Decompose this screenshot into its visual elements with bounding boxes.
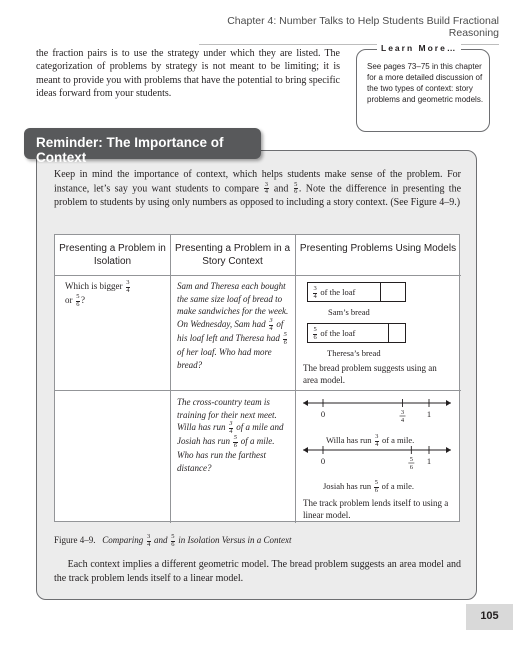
context-table [54,234,460,522]
figure-caption: Figure 4–9. Comparing $\frac{3}{4}$ and $\frac{5}{6}$ in Isolation Versus in a Context [54,533,292,548]
josiah-line-value-num: 5 [409,456,413,463]
isolation-question: Which is bigger $\frac{3}{4}$ or $\frac{5}{6}$ ? [65,279,130,308]
willa-line-value-den: 4 [400,417,405,424]
willa-line-arrow-right [446,400,451,406]
sam-bar-label: $\frac{3}{4}$ of the loaf [313,285,356,300]
willa-line-value-num: 3 [400,409,405,416]
reminder-text-and: and [273,182,289,194]
page-number-tab [466,604,513,630]
track-story: The cross-country team is training for their next meet. Willa has run $\frac{3}{4}$ of a mile and Josiah has run $\frac{5}{6}$ of a mile. Who has run the farthest distance? [177,397,284,474]
reminder-title: Reminder: The Importance of Context [36,135,224,165]
header-models: Presenting Problems Using Models [299,243,457,254]
reminder-text-a: Keep in mind the importance of context, which helps students make sense of the problem. For instance, let’s say you want students to compare [54,169,461,194]
fraction-three-fourths: $\frac{3}{4}$ [264,180,269,196]
sam-bread-label: Sam’s bread [328,307,370,317]
fraction-five-sixths: $\frac{5}{6}$ [294,180,298,196]
reminder-paragraph [54,168,461,209]
sam-bread-bar [307,282,406,302]
willa-line-one-label: 1 [426,409,432,419]
bread-model-caption: The bread problem suggests using an area model. [303,363,437,385]
theresa-bread-bar [307,323,406,343]
bread-story: Sam and Theresa each bought the same size loaf of bread to make sandwiches for the week. On Wednesday, Sam had $\frac{3}{4}$ of his loaf left and Theresa had $\frac{5}{6}$ of her loaf. Who had more bread? [177,281,289,370]
reminder-title-bar [24,128,261,165]
willa-line-zero-label: 0 [320,409,326,419]
josiah-line-arrow-right [446,447,451,453]
learn-more-box [356,43,490,132]
closing-paragraph: Each context implies a different geometric model. The bread problem suggests an area model and the track problem lends itself to a linear model. [54,559,462,584]
willa-line-arrow-left [303,400,308,406]
learn-more-title: Learn More… [377,43,461,53]
header-story: Presenting a Problem in a Story Context [174,243,291,267]
row-divider [55,275,461,276]
page-number: 105 [480,610,499,622]
reminder-text-b: . Note the difference in presenting the problem to students by using only numbers as opposed to including a story context. (See Figure 4–9.) [54,182,462,208]
josiah-line-arrow-left [303,447,308,453]
josiah-line-one-label: 1 [426,456,432,466]
josiah-line-value-den: 6 [409,464,413,471]
chapter-header: Chapter 4: Number Talks to Help Students Build Fractional Reasoning [199,15,499,45]
theresa-bar-label: $\frac{5}{6}$ of the loaf [313,326,356,341]
josiah-line-zero-label: 0 [320,456,326,466]
header-isolation: Presenting a Problem in Isolation [59,243,166,267]
track-model-caption: The track problem lends itself to using a linear model. [303,498,449,520]
theresa-bread-label: Theresa’s bread [327,348,381,358]
willa-label: Willa has run $\frac{3}{4}$ of a mile. [326,433,415,448]
intro-paragraph: the fraction pairs is to use the strategy under which they are listed. The categorization of problems by strategy is not meant to be limiting; it is meant to provide you with problems that have the potential to bring specific ideas forward from your students. [36,48,340,100]
column-divider [170,235,171,523]
josiah-label: Josiah has run $\frac{5}{6}$ of a mile. [323,479,415,494]
learn-more-text: See pages 73–75 in this chapter for a more detailed discussion of the two types of context: story problems and geometric models. [367,62,484,104]
